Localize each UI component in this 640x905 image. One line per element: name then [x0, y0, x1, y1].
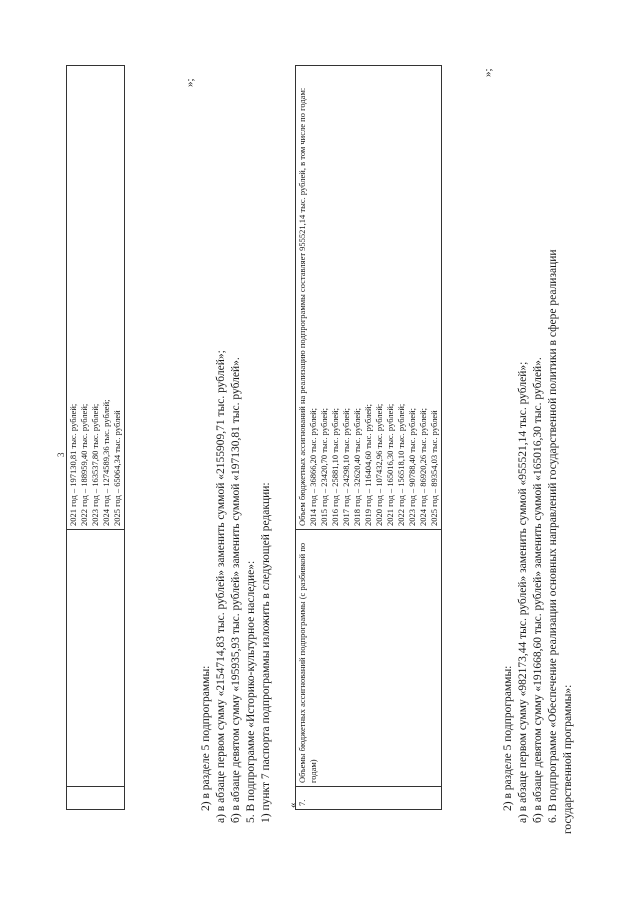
year-line: 2020 год – 107432,96 тыс. рублей;: [374, 403, 384, 526]
table-cell-values: [296, 66, 442, 530]
year-line: 2016 год – 25881,10 тыс. рублей;: [330, 408, 340, 526]
paragraph-line: 6. В подпрограмме «Обеспечение реализации основных направлений государственной политики в сфере реализации: [547, 249, 559, 823]
closing-quote: »;: [184, 78, 196, 87]
year-line: 2018 год – 32620,40 тыс. рублей;: [352, 408, 362, 526]
table-cell-values: [67, 66, 125, 530]
paragraph-line: 2) в разделе 5 подпрограммы:: [502, 665, 514, 811]
year-line: 2025 год – 89354,03 тыс. рублей: [429, 410, 439, 526]
year-line: 2024 год – 1274589,36 тыс. рублей;: [101, 399, 111, 526]
table-row: [296, 66, 442, 810]
year-line: 2014 год – 36866,20 тыс. рублей;: [308, 408, 318, 526]
table-cell-number: [67, 787, 125, 810]
paragraph-line: б) в абзаце девятом сумму «195935,93 тыс. рублей» заменить суммой «197130,81 тыс. рублей».: [230, 357, 242, 823]
year-line: 2025 год – 65064,34 тыс. рублей: [112, 410, 122, 526]
year-line: 2024 год – 86920,26 тыс. рублей;: [418, 408, 428, 526]
table-cell-label: [67, 530, 125, 787]
paragraph-line: государственной программы»:: [562, 684, 574, 834]
opening-quote: «: [287, 802, 299, 808]
paragraph-line: а) в абзаце первом сумму «982173,44 тыс. рублей» заменить суммой «955521,14 тыс. рублей»;: [517, 361, 529, 823]
closing-quote: »;: [482, 68, 494, 77]
paragraph-line: а) в абзаце первом сумму «2154714,83 тыс. рублей» заменить суммой «2155909,71 тыс. рублей»;: [215, 350, 227, 823]
table-row: [67, 66, 125, 810]
paragraph-line: 1) пункт 7 паспорта подпрограммы изложить в следующей редакции:: [260, 482, 272, 823]
year-line: 2017 год – 24298,10 тыс. рублей;: [341, 408, 351, 526]
paragraph-line: 2) в разделе 5 подпрограммы:: [200, 665, 212, 811]
intro-line: Объем бюджетных ассигнований на реализацию подпрограммы составляет 955521,14 тыс. рублей, в том числе по годам:: [297, 87, 307, 526]
year-line: 2023 год – 90788,40 тыс. рублей;: [407, 408, 417, 526]
year-line: 2022 год – 188959,40 тыс. рублей;: [79, 403, 89, 526]
paragraph-line: 5. В подпрограмме «Историко-культурное наследие»:: [245, 560, 257, 823]
year-line: 2021 год – 165016,30 тыс. рублей;: [385, 403, 395, 526]
paragraph-line: б) в абзаце девятом сумму «191668,60 тыс. рублей» заменить суммой «165016,30 тыс. рублей».: [532, 357, 544, 823]
table-cell-number: 7.: [296, 787, 442, 810]
year-line: 2023 год – 163537,80 тыс. рублей;: [90, 403, 100, 526]
table-budget-allocations: [295, 65, 442, 810]
year-line: 2021 год – 197130,81 тыс. рублей;: [68, 403, 78, 526]
page-number: 3: [56, 452, 66, 457]
table-cell-label: Объемы бюджетных ассигнований подпрограммы (с разбивкой по годам): [296, 530, 442, 787]
year-line: 2015 год – 23420,70 тыс. рублей;: [319, 408, 329, 526]
table-continuation: [66, 65, 125, 810]
year-line: 2022 год – 156518,10 тыс. рублей;: [396, 403, 406, 526]
year-line: 2019 год – 116404,60 тыс. рублей;: [363, 404, 373, 526]
